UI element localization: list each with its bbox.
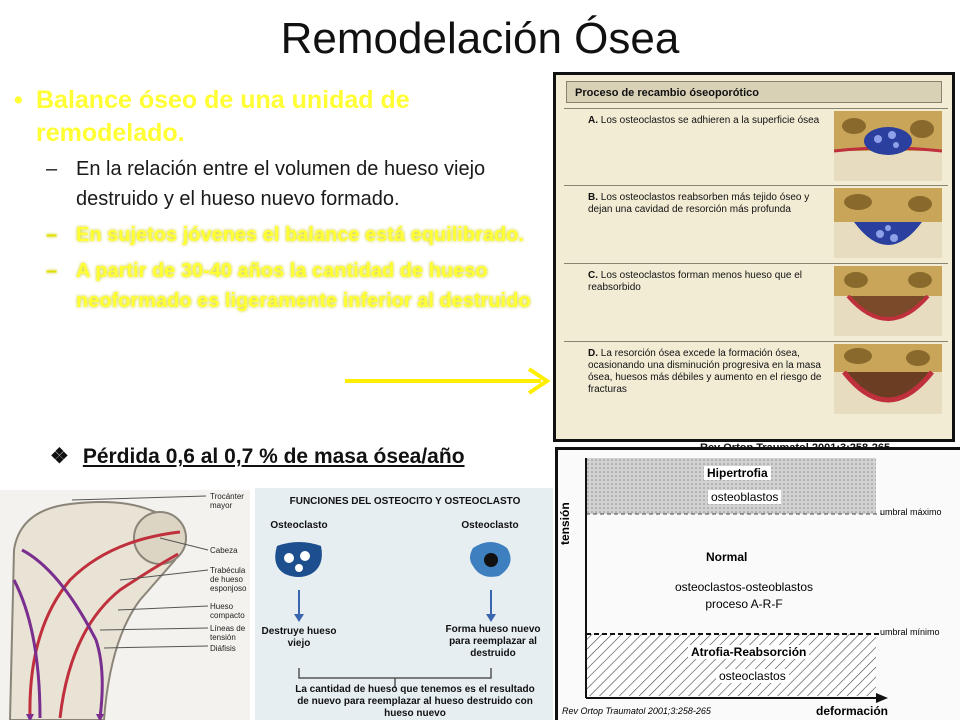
bullet-list — [14, 84, 544, 316]
step-text: Los osteoclastos se adhieren a la superficie ósea — [600, 115, 820, 126]
bone-loss-text: Pérdida 0,6 al 0,7 % de masa ósea/año — [82, 445, 465, 468]
zone-subtitle: osteoclastos — [716, 669, 789, 683]
femur-label: Trocánter mayor — [210, 492, 244, 510]
step-text: La resorción ósea excede la formación ósea, ocasionando una disminución progresiva en la masa ósea, huesos más débiles y aumento en el riesgo de fracturas — [588, 348, 822, 395]
sub-bullet-dash: – — [46, 224, 58, 246]
zone-title: Atrofia-Reabsorción — [688, 645, 809, 659]
femur-label: Cabeza — [210, 546, 238, 555]
upper-threshold-label: umbral máximo — [880, 507, 942, 517]
main-bullet — [14, 84, 544, 150]
sub-bullet-dash: – — [46, 260, 58, 282]
mechanostat-diagram — [555, 447, 960, 720]
sub-bullet-1 — [14, 154, 544, 214]
atrophy-zone — [586, 634, 876, 696]
sub-bullet-text: En la relación entre el volumen de hueso viejo destruido y el hueso nuevo formado. — [76, 158, 486, 210]
bullet-marker: • — [14, 86, 23, 114]
slide-title: Remodelación Ósea — [280, 14, 680, 63]
femur-label: Hueso compacto — [210, 602, 245, 620]
net-bone-loss-illustration — [834, 344, 942, 414]
step-text: Los osteoclastos reabsorben más tejido óseo y dejan una cavidad de resorción más profunda — [588, 192, 810, 215]
femur-label: Diáfisis — [210, 644, 236, 653]
zone-subtitle: proceso A-R-F — [705, 597, 783, 611]
figure-header: Proceso de recambio óseoporótico — [566, 81, 942, 103]
bone-cell-functions-figure — [255, 488, 553, 720]
bone-formation-illustration — [834, 266, 942, 336]
resorption-cavity-illustration — [834, 188, 942, 258]
remodeling-process-figure — [553, 72, 955, 442]
zone-title: Normal — [706, 550, 748, 564]
lower-threshold-label: umbral mínimo — [880, 627, 940, 637]
step-letter: A. — [588, 115, 598, 126]
y-axis-label: tensión — [558, 502, 572, 546]
process-step-d — [564, 341, 948, 417]
osteoclast-adhesion-illustration — [834, 111, 942, 181]
step-letter: C. — [588, 270, 598, 281]
zone-subtitle: osteoblastos — [708, 490, 781, 504]
sub-bullet-2 — [14, 220, 544, 250]
sub-bullet-dash: – — [46, 158, 58, 180]
femur-label: Líneas de tensión — [210, 624, 246, 642]
bone-loss-note — [50, 444, 465, 469]
functions-title: FUNCIONES DEL OSTEOCITO Y OSTEOCLASTO — [289, 496, 521, 507]
x-axis-label: deformación — [816, 704, 889, 718]
step-letter: B. — [588, 192, 598, 203]
diamond-bullet-icon: ❖ — [50, 445, 69, 468]
arrow-right-icon — [343, 364, 555, 398]
process-step-b — [564, 185, 948, 261]
left-cell-result: Destruye hueso viejo — [261, 626, 337, 649]
step-letter: D. — [588, 348, 598, 359]
sub-bullet-text: En sujetos jóvenes el balance está equilibrado. — [76, 224, 524, 246]
femur-diagram — [0, 490, 250, 720]
sub-bullet-3 — [14, 256, 544, 316]
right-cell-title: Osteoclasto — [461, 520, 519, 531]
zone-title: Hipertrofia — [704, 466, 771, 480]
sub-bullet-text: A partir de 30-40 años la cantidad de hueso neoformado es ligeramente inferior al destruido — [76, 260, 531, 312]
process-step-a — [564, 108, 948, 184]
main-bullet-text: Balance óseo de una unidad de remodelado. — [36, 86, 410, 147]
diagram-citation: Rev Ortop Traumatol 2001;3:258-265 — [562, 706, 711, 716]
functions-footer: La cantidad de hueso que tenemos es el resultado de nuevo para reemplazar al hueso destruido con hueso nuevo — [295, 684, 535, 719]
process-step-c — [564, 263, 948, 339]
zone-subtitle: osteoclastos-osteoblastos — [674, 580, 814, 594]
left-cell-title: Osteoclasto — [270, 520, 328, 531]
step-text: Los osteoclastos forman menos hueso que el reabsorbido — [588, 270, 803, 293]
femur-label: Trabécula de hueso esponjoso — [210, 566, 247, 593]
right-cell-result: Forma hueso nuevo para reemplazar al destruido — [445, 624, 541, 659]
